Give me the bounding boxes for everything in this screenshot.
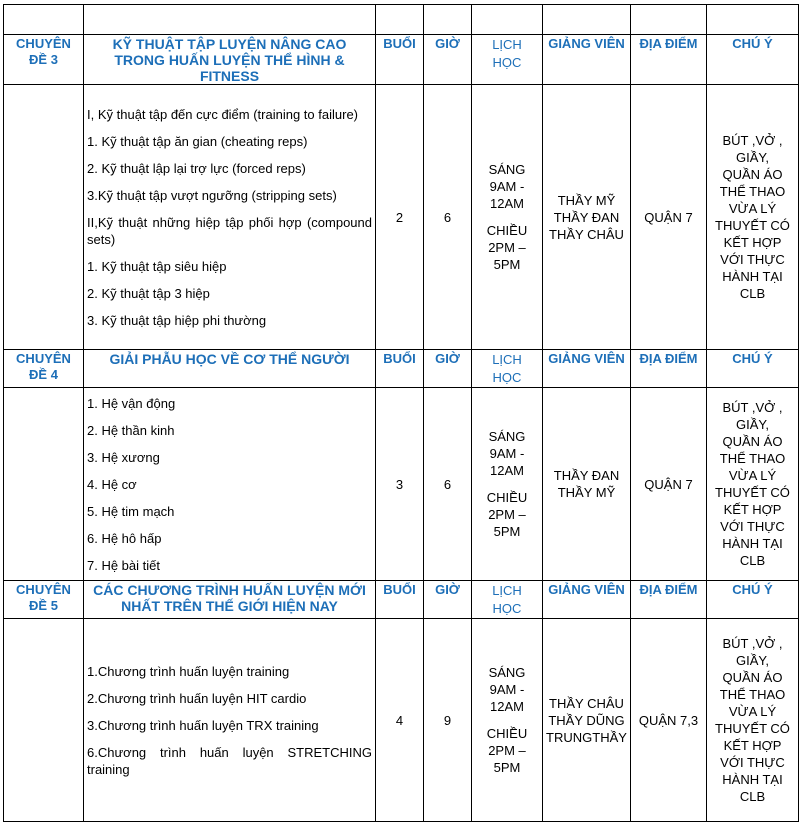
hour-count: 6 [424,388,472,581]
topic-number: ĐỀ 3 [29,52,58,67]
note-line: VỚI THỰC [720,519,785,534]
instructor-name: THẦY CHÂU [549,695,624,711]
hour-count: 6 [424,85,472,350]
topic-content [84,85,376,350]
schedule-gap [475,212,539,222]
header-note: CHÚ Ý [707,350,799,388]
session-count: 4 [376,619,424,822]
note-line: THUYẾT CÓ [715,485,790,500]
location: QUẬN 7 [631,388,707,581]
note-line: CLB [739,789,766,804]
note-line: KẾT HỢP [723,502,782,517]
content-item: 3. Hệ xương [87,449,160,465]
note-line: THỂ THAO [719,687,786,702]
content-item: 4. Hệ cơ [87,476,137,492]
header-schedule-line: HỌC [492,370,522,385]
note-line: BÚT ,VỞ , [722,400,783,415]
schedule-gap [475,715,539,725]
schedule-times [472,619,543,822]
empty-cell [84,5,376,35]
empty-cell [543,5,631,35]
note-line: HÀNH TẠI [722,536,783,551]
instructor-name: THẦY ĐAN [553,209,620,225]
schedule-times [472,85,543,350]
note-line: VỪA LÝ [728,201,777,216]
schedule-gap [475,479,539,489]
afternoon-time: 5PM [493,257,521,272]
topic-label-line: CHUYÊN [16,582,71,597]
content-item: 1. Hệ vận động [87,395,176,411]
morning-time: 12AM [490,463,524,478]
note-line: THUYẾT CÓ [715,721,790,736]
morning-time: SÁNG [488,665,526,680]
note-line: GIẦY, [735,417,769,432]
empty-cell [4,619,84,822]
location: QUẬN 7 [631,85,707,350]
session-count: 2 [376,85,424,350]
afternoon-time: 2PM – [488,507,526,522]
schedule-times [472,388,543,581]
instructor-name: THẦY ĐAN [553,468,620,483]
location: QUẬN 7,3 [631,619,707,822]
note-line: HÀNH TẠI [722,269,783,284]
note-line: THỂ THAO [719,451,786,466]
topic-content-row [4,388,799,581]
note [707,85,799,350]
afternoon-time: 2PM – [488,240,526,255]
header-hours: GIỜ [424,350,472,388]
header-note: CHÚ Ý [707,35,799,85]
header-hours: GIỜ [424,581,472,619]
instructors [543,388,631,581]
content-item: 5. Hệ tim mạch [87,503,175,519]
header-instructor: GIẢNG VIÊN [543,350,631,388]
note-line: VỚI THỰC [720,755,785,770]
afternoon-time: 5PM [493,524,521,539]
topic-content-row [4,85,799,350]
morning-time: 12AM [490,699,524,714]
topic-label-line: CHUYÊN [16,36,71,51]
content-item: 6. Hệ hô hấp [87,530,162,546]
note-line: THUYẾT CÓ [715,218,790,233]
header-session: BUỔI [376,581,424,619]
instructor-name: THẦY DŨNG [548,712,625,728]
content-item: 3. Kỹ thuật tập hiệp phi thường [87,312,267,328]
content-item: I, Kỹ thuật tập đến cực điểm (training to failure) [87,106,359,122]
instructor-name: TRUNGTHẦY [546,729,627,745]
note-line: GIẦY, [735,653,769,668]
topic-title: CÁC CHƯƠNG TRÌNH HUẤN LUYỆN MỚI NHẤT TRÊN THẾ GIỚI HIỆN NAY [84,581,376,619]
instructors [543,619,631,822]
topic-header-row [4,350,799,388]
header-schedule-line: LỊCH [492,583,522,598]
topic-content-row [4,619,799,822]
note-line: HÀNH TẠI [722,772,783,787]
note-line: KẾT HỢP [723,235,782,250]
note [707,388,799,581]
note-line: THỂ THAO [719,184,786,199]
note-line: QUẦN ÁO [722,670,783,685]
course-schedule-table [3,4,799,822]
afternoon-time: CHIỀU [486,726,528,741]
topic-title: GIẢI PHẪU HỌC VỀ CƠ THỂ NGƯỜI [84,350,376,388]
instructor-name: THẦY CHÂU [549,226,624,242]
empty-cell [631,5,707,35]
empty-cell [4,388,84,581]
header-schedule [472,350,543,388]
header-schedule-line: HỌC [492,601,522,616]
note-line: QUẦN ÁO [722,167,783,182]
header-instructor: GIẢNG VIÊN [543,581,631,619]
note-line: VỪA LÝ [728,704,777,719]
header-schedule [472,35,543,85]
content-item: 2.Chương trình huấn luyện HIT cardio [87,690,307,706]
empty-cell [707,5,799,35]
header-location: ĐỊA ĐIỂM [631,35,707,85]
header-schedule [472,581,543,619]
note-line: BÚT ,VỞ , [722,636,783,651]
afternoon-time: CHIỀU [486,223,528,238]
content-item: 2. Hệ thần kinh [87,422,175,438]
morning-time: 9AM - [489,179,525,194]
afternoon-time: 5PM [493,760,521,775]
header-session: BUỔI [376,350,424,388]
content-item: II,Kỹ thuật những hiệp tập phối hợp (compound sets) [87,214,372,247]
afternoon-time: 2PM – [488,743,526,758]
header-hours: GIỜ [424,35,472,85]
note-line: CLB [739,553,766,568]
session-count: 3 [376,388,424,581]
content-item: 3.Chương trình huấn luyện TRX training [87,717,319,733]
note-line: VỪA LÝ [728,468,777,483]
topic-header-row [4,581,799,619]
instructors [543,85,631,350]
header-schedule-line: HỌC [492,55,522,70]
morning-time: SÁNG [488,162,526,177]
morning-time: 12AM [490,196,524,211]
afternoon-time: CHIỀU [486,490,528,505]
note-line: QUẦN ÁO [722,434,783,449]
empty-cell [4,5,84,35]
note-line: VỚI THỰC [720,252,785,267]
note-line: KẾT HỢP [723,738,782,753]
content-item: 7. Hệ bài tiết [87,557,160,573]
header-schedule-line: LỊCH [492,37,522,52]
note-line: GIẦY, [735,150,769,165]
topic-title: KỸ THUẬT TẬP LUYỆN NÂNG CAO TRONG HUẤN LUYỆN THỂ HÌNH & FITNESS [84,35,376,85]
morning-time: SÁNG [488,429,526,444]
content-item: 6.Chương trình huấn luyện STRETCHING training [87,744,372,777]
morning-time: 9AM - [489,682,525,697]
instructor-name: THẦY MỸ [557,485,616,500]
header-note: CHÚ Ý [707,581,799,619]
empty-cell [424,5,472,35]
header-instructor: GIẢNG VIÊN [543,35,631,85]
empty-cell [472,5,543,35]
empty-cell [376,5,424,35]
topic-content [84,388,376,581]
instructor-name: THẦY MỸ [557,192,616,208]
morning-time: 9AM - [489,446,525,461]
empty-cell [4,85,84,350]
content-item: 3.Kỹ thuật tập vượt ngưỡng (stripping sets) [87,187,337,203]
content-item: 2. Kỹ thuật tập 3 hiệp [87,285,210,301]
content-item: 1. Kỹ thuật tập ăn gian (cheating reps) [87,133,308,149]
top-empty-row [4,5,799,35]
content-item: 2. Kỹ thuật lập lại trợ lực (forced reps) [87,160,306,176]
topic-label [4,35,84,85]
topic-number: ĐỀ 5 [29,598,58,613]
content-item: 1.Chương trình huấn luyện training [87,663,290,679]
topic-number: ĐỀ 4 [29,367,58,382]
header-schedule-line: LỊCH [492,352,522,367]
topic-content [84,619,376,822]
topic-label [4,350,84,388]
header-location: ĐỊA ĐIỂM [631,581,707,619]
topic-label-line: CHUYÊN [16,351,71,366]
note-line: CLB [739,286,766,301]
topic-label [4,581,84,619]
header-location: ĐỊA ĐIỂM [631,350,707,388]
note [707,619,799,822]
hour-count: 9 [424,619,472,822]
header-session: BUỔI [376,35,424,85]
topic-header-row [4,35,799,85]
note-line: BÚT ,VỞ , [722,133,783,148]
content-item: 1. Kỹ thuật tập siêu hiệp [87,258,227,274]
